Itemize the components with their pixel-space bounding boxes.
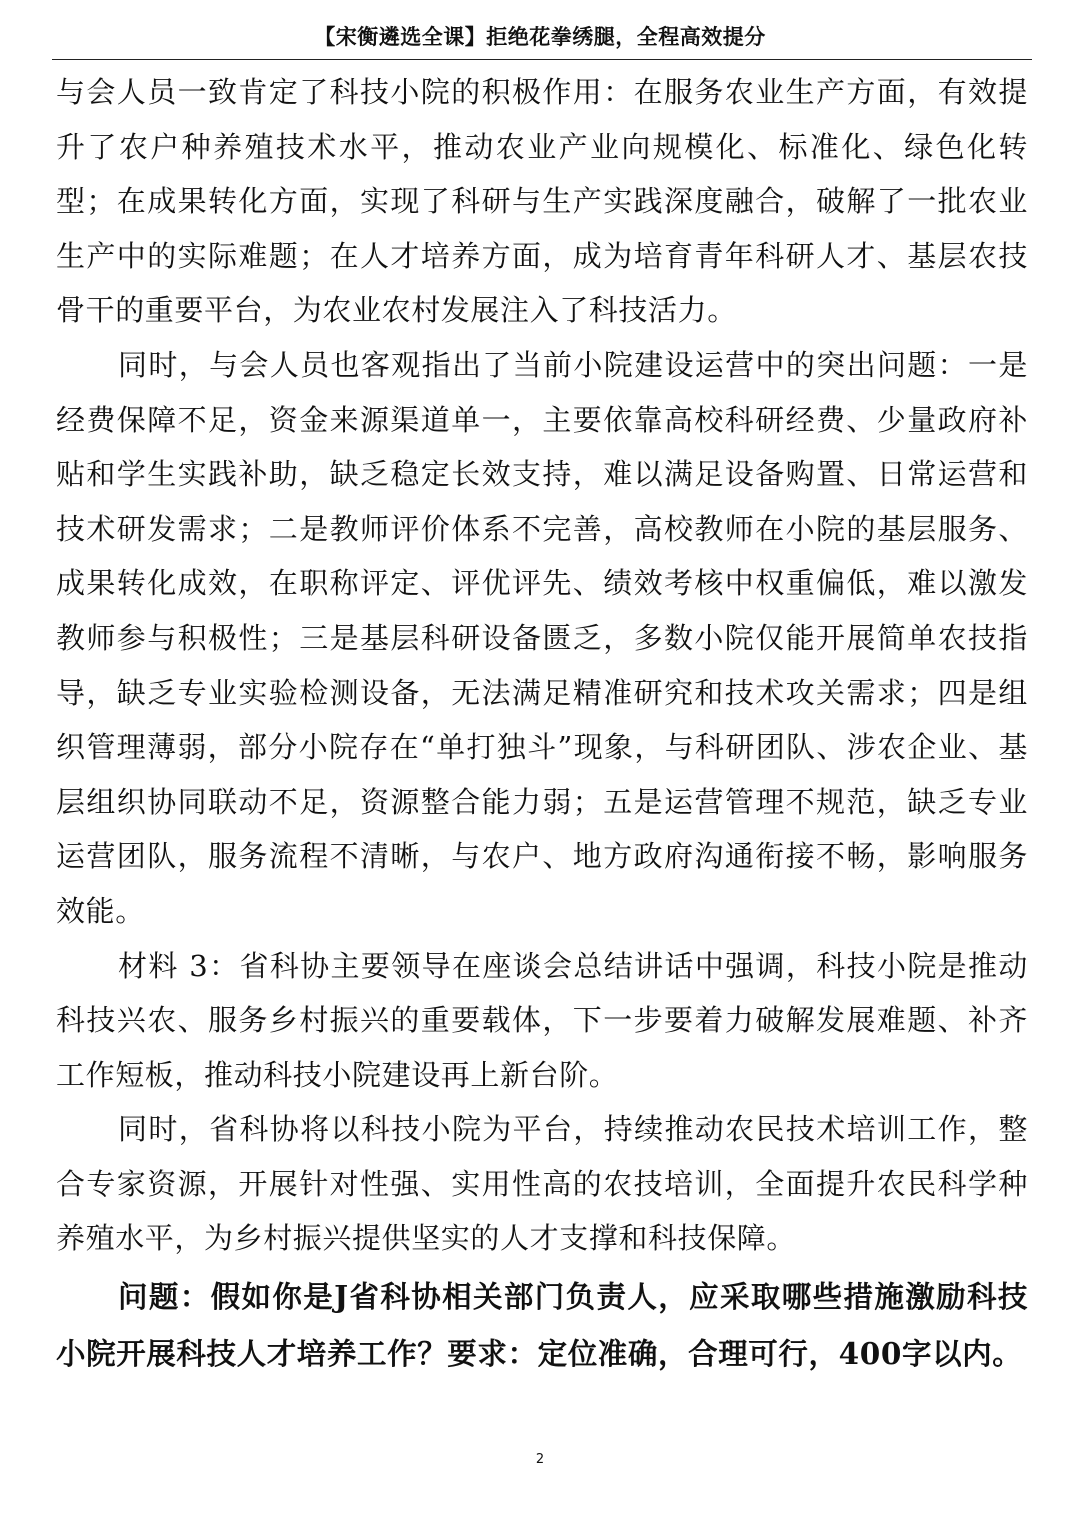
paragraph-problems: 同时，与会人员也客观指出了当前小院建设运营中的突出问题：一是经费保障不足，资金来源渠道单一，主要依靠高校科研经费、少量政府补贴和学生实践补助，缺乏稳定长效支持，难以满足设备购置、日常运营和技术研发需求；二是教师评价体系不完善，高校教师在小院的基层服务、成果转化成效，在职称评定、评优评先、绩效考核中权重偏低，难以激发教师参与积极性；三是基层科研设备匮乏，多数小院仅能开展简单农技指导，缺乏专业实验检测设备，无法满足精准研究和技术攻关需求；四是组织管理薄弱，部分小院存在“单打独斗”现象，与科研团队、涉农企业、基层组织协同联动不足，资源整合能力弱；五是运营管理不规范，缺乏专业运营团队，服务流程不清晰，与农户、地方政府沟通衔接不畅，影响服务效能。	[56, 347, 1028, 928]
document-body	[56, 65, 1028, 1382]
paragraph-material-3: 材料 3：省科协主要领导在座谈会总结讲话中强调，科技小院是推动科技兴农、服务乡村振兴的重要载体，下一步要着力破解发展难题、补齐工作短板，推动科技小院建设再上新台阶。	[56, 948, 1028, 1092]
header-divider	[52, 59, 1032, 60]
page-header-title: 【宋衡遴选全课】拒绝花拳绣腿，全程高效提分	[314, 25, 766, 49]
paragraph-training: 同时，省科协将以科技小院为平台，持续推动农民技术培训工作，整合专家资源，开展针对性强、实用性高的农技培训，全面提升农民科学种养殖水平，为乡村振兴提供坚实的人才支撑和科技保障。	[56, 1112, 1028, 1256]
question-prompt: 问题：假如你是J省科协相关部门负责人，应采取哪些措施激励科技小院开展科技人才培养工作？要求：定位准确，合理可行，400字以内。	[56, 1279, 1028, 1372]
page-number: 2	[535, 1452, 545, 1467]
paragraph-effects: 与会人员一致肯定了科技小院的积极作用：在服务农业生产方面，有效提升了农户种养殖技术水平，推动农业产业向规模化、标准化、绿色化转型；在成果转化方面，实现了科研与生产实践深度融合，破解了一批农业生产中的实际难题；在人才培养方面，成为培育青年科研人才、基层农技骨干的重要平台，为农业农村发展注入了科技活力。	[56, 75, 1028, 328]
